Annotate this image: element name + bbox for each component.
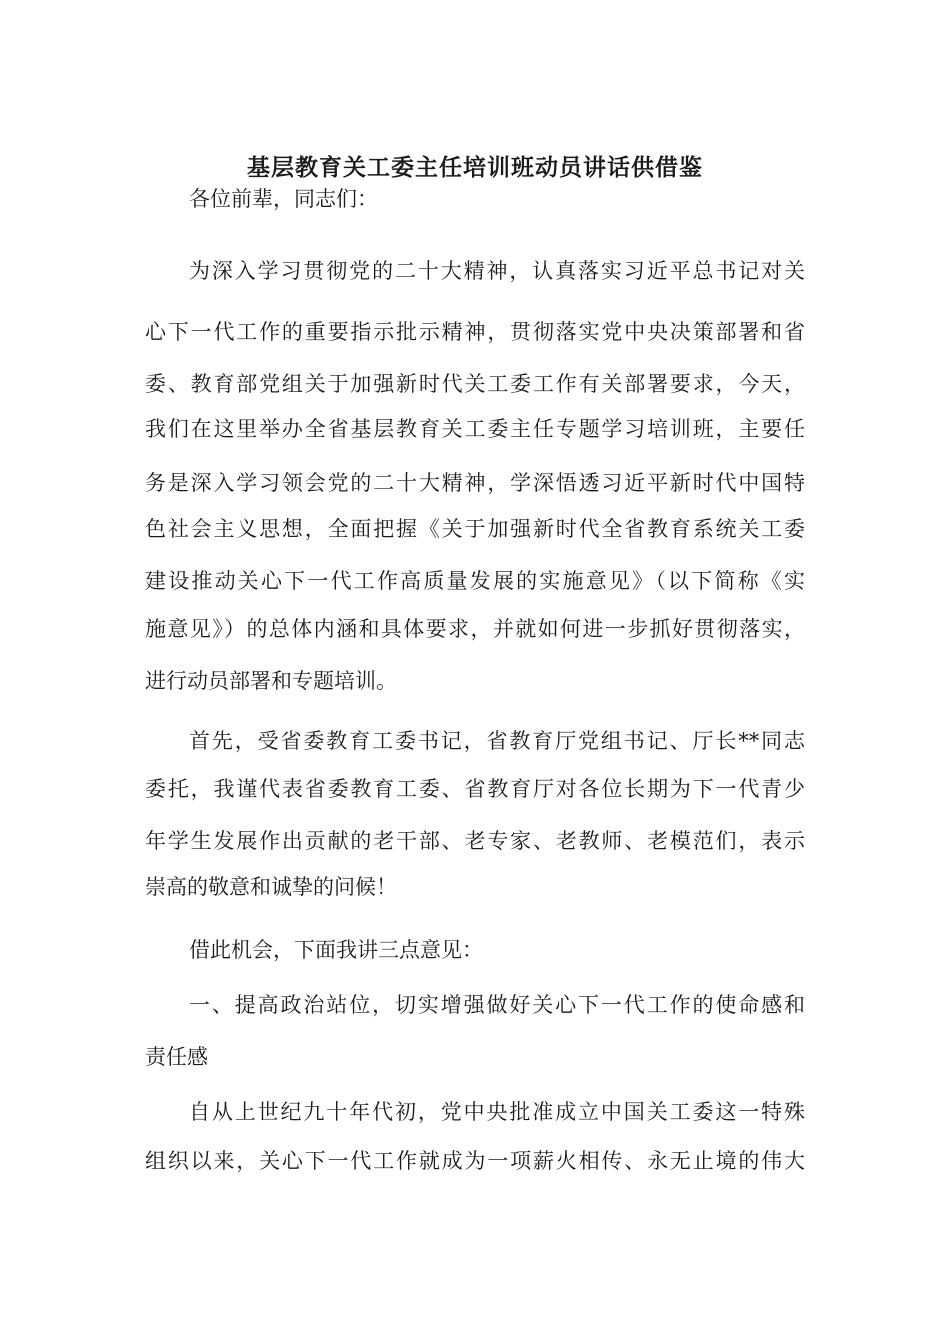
section-heading-line: 一、提高政治站位，切实增强做好关心下一代工作的使命感和: [189, 993, 805, 1017]
salutation-line: 各位前辈，同志们：: [189, 187, 378, 211]
paragraph-line: 崇高的敬意和诚挚的问候！: [145, 875, 397, 899]
paragraph-line: 年学生发展作出贡献的老干部、老专家、老教师、老模范们，表示: [145, 829, 805, 853]
paragraph-line: 自从上世纪九十年代初，党中央批准成立中国关工委这一特殊: [189, 1100, 805, 1124]
paragraph-line: 组织以来，关心下一代工作就成为一项薪火相传、永无止境的伟大: [145, 1149, 805, 1173]
paragraph-line: 借此机会，下面我讲三点意见：: [189, 938, 483, 962]
paragraph-line: 建设推动关心下一代工作高质量发展的实施意见》（以下简称《实: [145, 569, 805, 593]
paragraph-line: 进行动员部署和专题培训。: [145, 669, 397, 693]
section-heading-line: 责任感: [145, 1045, 208, 1069]
paragraph-line: 心下一代工作的重要指示批示精神，贯彻落实党中央决策部署和省: [145, 320, 805, 344]
paragraph-line: 为深入学习贯彻党的二十大精神，认真落实习近平总书记对关: [189, 259, 805, 283]
paragraph-line: 我们在这里举办全省基层教育关工委主任专题学习培训班，主要任: [145, 417, 805, 441]
paragraph-line: 施意见》）的总体内涵和具体要求，并就如何进一步抓好贯彻落实，: [145, 617, 805, 641]
paragraph-line: 委托，我谨代表省委教育工委、省教育厅对各位长期为下一代青少: [145, 777, 805, 801]
document-title: 基层教育关工委主任培训班动员讲话供借鉴: [247, 154, 703, 181]
paragraph-line: 首先，受省委教育工委书记，省教育厅党组书记、厅长**同志: [189, 729, 805, 753]
paragraph-line: 色社会主义思想，全面把握《关于加强新时代全省教育系统关工委: [145, 517, 805, 541]
paragraph-line: 委、教育部党组关于加强新时代关工委工作有关部署要求，今天，: [145, 372, 805, 396]
paragraph-line: 务是深入学习领会党的二十大精神，学深悟透习近平新时代中国特: [145, 471, 805, 495]
